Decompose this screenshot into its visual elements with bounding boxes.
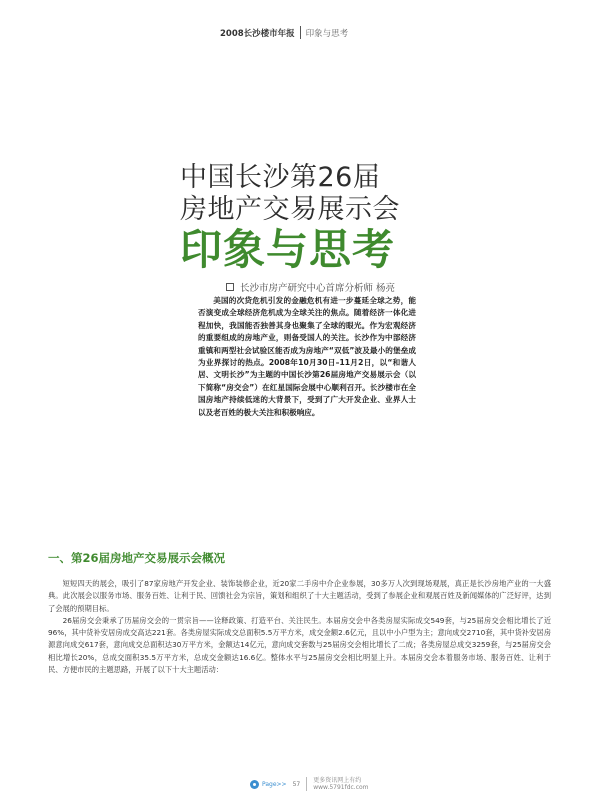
page-footer — [250, 777, 369, 791]
page-dot-icon — [250, 780, 259, 789]
footer-site-url: www.5791fdc.com — [313, 784, 369, 791]
author-text: 长沙市房产研究中心首席分析师 杨亮 — [240, 283, 396, 294]
article-abstract: 美国的次贷危机引发的金融危机有进一步蔓延全球之势，能否演变成全球经济危机成为全球关注的焦点。随着经济一体化进程加快，我国能否独善其身也聚集了全球的眼光。作为宏观经济的重要组成的房地产业，则备受国人的关注。长沙作为中部经济重镇和两型社会试验区能否成为房地产“双低”波及最小的堡垒成为业界探讨的热点。2008年10月30日–11月2日，以“和谐人居、文明长沙”为主题的中国长沙第26届房地产交易展示会（以下简称“房交会”）在红星国际会展中心顺利召开。长沙楼市在全国房地产持续低迷的大背景下，受到了广大开发企业、业界人士以及老百姓的极大关注和积极响应。 — [198, 296, 416, 417]
body-paragraph-1: 短短四天的展会，吸引了87家房地产开发企业、装饰装修企业，近20家二手房中介企业参展，30多万人次到现场观展，真正是长沙房地产业的一大盛典。此次展会以服务市场、服务百姓、让利于民、回馈社会为宗旨，策划和组织了十大主题活动，受到了参展企业和观展百姓及新闻媒体的广泛好评，达到了会展的预期目标。 — [48, 579, 551, 613]
article-title — [180, 162, 400, 275]
title-line-1: 中国长沙第26届 — [180, 162, 381, 193]
header-publication: 2008长沙楼市年报 — [220, 28, 295, 39]
footer-site — [313, 777, 368, 791]
running-header — [220, 26, 348, 39]
header-divider — [300, 26, 301, 39]
footer-site-slogan: 更多资讯网上有约 — [313, 777, 362, 784]
section-heading: 一、第26届房地产交易展示会概况 — [48, 551, 226, 565]
square-bullet-icon — [226, 283, 234, 291]
article-body — [48, 578, 551, 676]
author-byline — [226, 280, 395, 294]
title-line-2: 房地产交易展示会 — [180, 194, 400, 225]
header-section: 印象与思考 — [305, 28, 349, 39]
body-paragraph-2: 26届房交会秉承了历届房交会的一贯宗旨——诠释政策、打造平台、关注民生。本届房交会中各类房屋实际成交549套，与25届房交会相比增长了近96%，其中货补安居房成交高达221套。各类房屋实际成交总面积5.5万平方米，成交金额2.6亿元，且以中小户型为主；意向成交2710套，其中货补安居房源意向成交617套，意向成交总面积达30万平方米，金额达14亿元，意向成交套数与25届房交会相比增长了二成；各类房屋总成交3259套，与25届房交会相比增长20%，总成交面积35.5万平方米，总成交金额达16.6亿。整体水平与25届房交会相比明显上升。本届房交会本着服务市场、服务百姓、让利于民、方便市民的主题思路，开展了以下十大主题活动： — [48, 615, 551, 675]
footer-divider — [306, 777, 307, 791]
page-label: Page>> — [262, 780, 287, 788]
page-number: 57 — [292, 780, 301, 788]
title-line-3: 印象与思考 — [180, 225, 396, 274]
